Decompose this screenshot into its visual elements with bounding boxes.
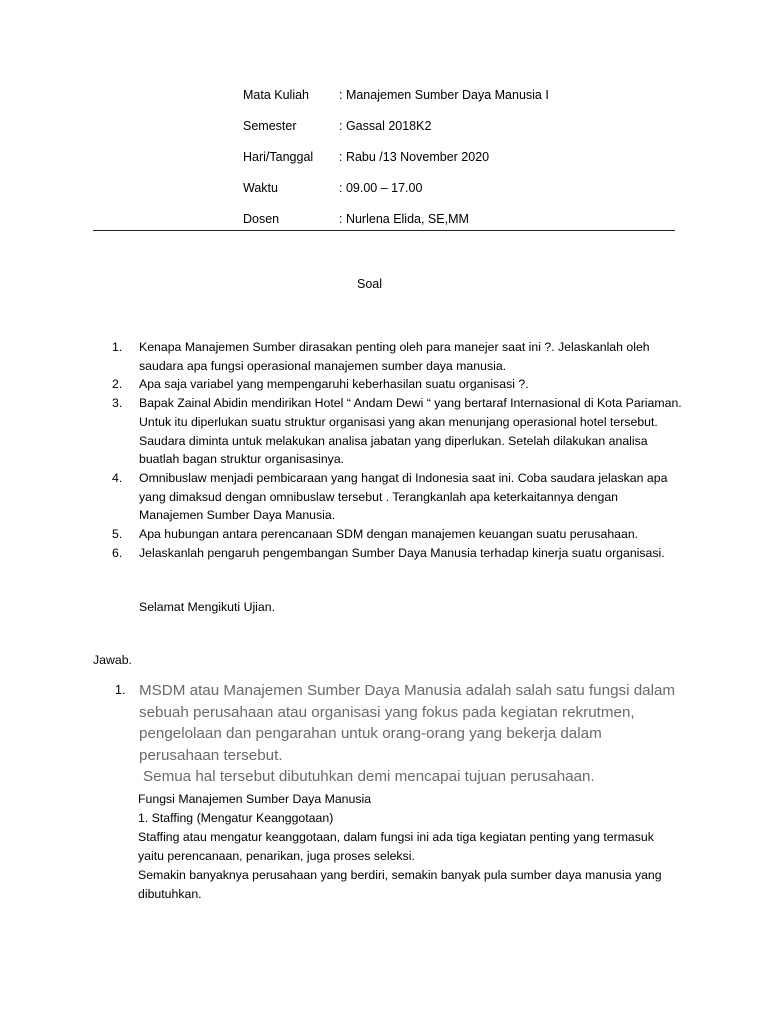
question-list [112,338,682,562]
question-number: 4. [112,470,123,485]
question-number: 6. [112,545,123,560]
question-item [112,469,682,525]
time-value: : 09.00 – 17.00 [339,181,423,195]
answer-paragraph: Semua hal tersebut dibutuhkan demi mencapai tujuan perusahaan. [143,768,595,786]
question-item [112,338,682,375]
question-text: Apa saja variabel yang mempengaruhi keberhasilan suatu organisasi ?. [139,377,529,392]
header-divider [93,230,675,231]
question-text: Jelaskanlah pengaruh pengembangan Sumber Daya Manusia terhadap kinerja suatu organisasi. [139,545,665,560]
semester-label: Semester [243,119,297,133]
semester-value: : Gassal 2018K2 [339,119,432,133]
question-item [112,544,682,563]
answer-number: 1. [115,683,126,697]
answer-body [139,680,679,788]
question-number: 5. [112,527,123,542]
answer-paragraph: MSDM atau Manajemen Sumber Daya Manusia adalah salah satu fungsi dalam sebuah perusahaan atau organisasi yang fokus pada kegiatan rekrutmen, pengelolaan dan pengarahan untuk orang-orang yang bekerja dalam perusahaan tersebut. [139,682,676,764]
question-text: Omnibuslaw menjadi pembicaraan yang hangat di Indonesia saat ini. Coba saudara jelaskan apa yang dimaksud dengan omnibuslaw tersebut . Terangkanlah apa keterkaitannya dengan Manajemen Sumber Daya Manusia. [139,470,668,523]
lecturer-label: Dosen [243,212,280,226]
answer-section-label: Jawab. [93,653,132,667]
time-label: Waktu [243,181,278,195]
answer-detail [138,790,678,904]
answer-heading: Fungsi Manajemen Sumber Daya Manusia [138,792,372,806]
answer-subheading: 1. Staffing (Mengatur Keanggotaan) [138,811,334,825]
question-text: Kenapa Manajemen Sumber dirasakan penting oleh para manejer saat ini ?. Jelaskanlah oleh saudara apa fungsi operasional manajemen sumber daya manusia. [139,340,650,373]
date-label: Hari/Tanggal [243,150,314,164]
question-text: Bapak Zainal Abidin mendirikan Hotel “ Andam Dewi “ yang bertaraf Internasional di Kota Pariaman. Untuk itu diperlukan suatu struktur organisasi yang akan menunjang operasional hotel tersebut. Saudara diminta untuk melakukan analisa jabatan yang diperlukan. Setelah dilakukan analisa buatlah bagan struktur organisasinya. [139,396,682,467]
question-number: 1. [112,340,123,354]
question-item [112,375,682,394]
date-value: : Rabu /13 November 2020 [339,150,490,164]
question-item [112,394,682,469]
question-number: 2. [112,377,123,392]
lecturer-value: : Nurlena Elida, SE,MM [339,212,469,226]
course-value: : Manajemen Sumber Daya Manusia I [339,88,549,102]
answer-text: Semakin banyaknya perusahaan yang berdiri, semakin banyak pula sumber daya manusia yang dibutuhkan. [138,868,662,901]
course-label: Mata Kuliah [243,88,310,102]
question-item [112,525,682,544]
question-number: 3. [112,396,123,411]
question-text: Apa hubungan antara perencanaan SDM dengan manajemen keuangan suatu perusahaan. [139,527,639,542]
section-title-soal: Soal [357,277,383,291]
answer-text: Staffing atau mengatur keanggotaan, dalam fungsi ini ada tiga kegiatan penting yang termasuk yaitu perencanaan, penarikan, juga proses seleksi. [138,830,654,863]
closing-text: Selamat Mengikuti Ujian. [139,600,276,614]
